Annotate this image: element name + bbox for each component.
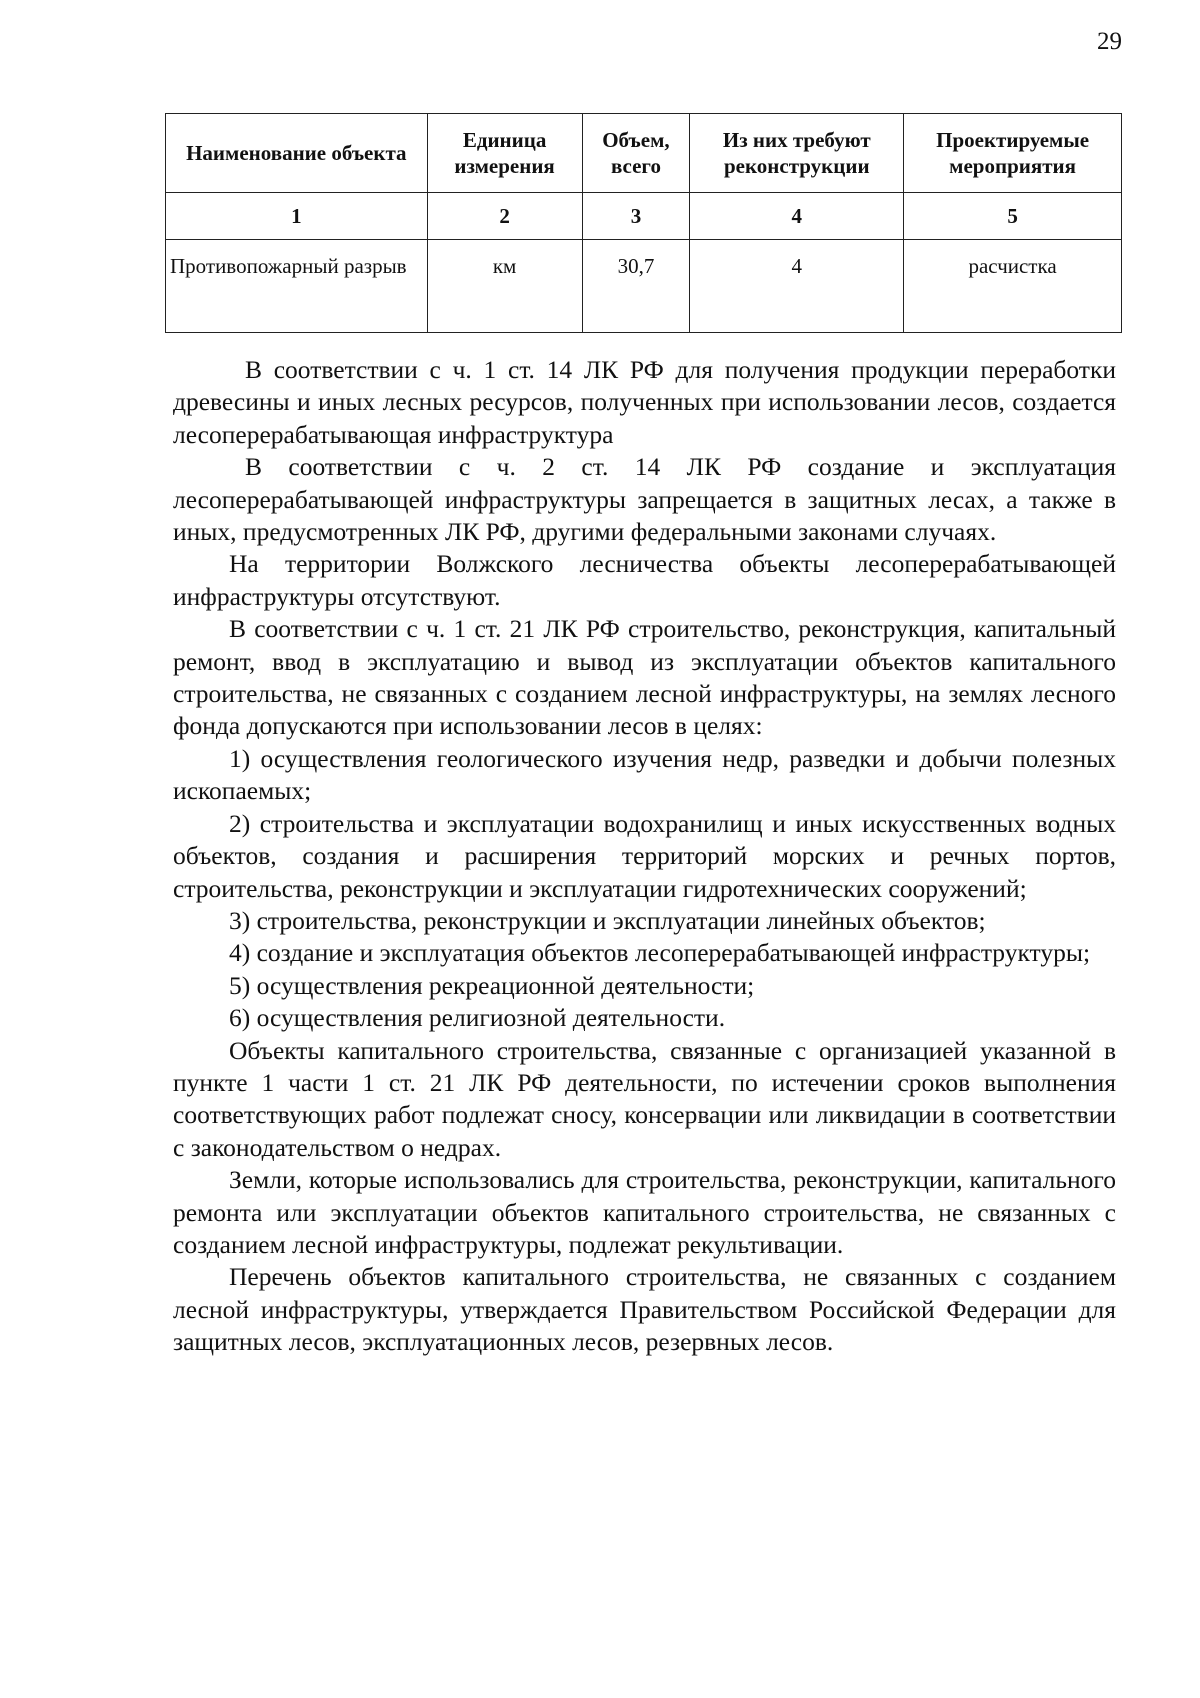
table-header-row bbox=[166, 114, 1122, 193]
cell-reconstruction: 4 bbox=[690, 240, 904, 333]
list-item: 5) осуществления рекреационной деятельности; bbox=[229, 970, 755, 1000]
table-column-numbers-row bbox=[166, 193, 1122, 240]
paragraph: На территории Волжского лесничества объекты лесоперерабатывающей инфраструктуры отсутствуют. bbox=[173, 549, 1116, 611]
header-unit: Единица измерения bbox=[427, 114, 582, 193]
list-item: 1) осуществления геологического изучения недр, разведки и добычи полезных ископаемых; bbox=[173, 743, 1116, 806]
cell-object-name: Противопожарный разрыв bbox=[166, 240, 428, 333]
column-number: 4 bbox=[690, 193, 904, 240]
header-reconstruction: Из них требуют реконструкции bbox=[690, 114, 904, 193]
page-number: 29 bbox=[1097, 28, 1122, 55]
paragraph: Объекты капитального строительства, связанные с организацией указанной в пункте 1 части 1 ст. 21 ЛК РФ деятельности, по истечении сроков выполнения соответствующих работ подлежат сносу, консервации или ликвидации в соответствии с законодательством о недрах. bbox=[173, 1035, 1116, 1162]
cell-volume: 30,7 bbox=[582, 240, 690, 333]
column-number: 2 bbox=[427, 193, 582, 240]
list-item: 4) создание и эксплуатация объектов лесоперерабатывающей инфраструктуры; bbox=[229, 938, 1091, 968]
header-volume: Объем, всего bbox=[582, 114, 690, 193]
header-planned-measures: Проектируемые мероприятия bbox=[904, 114, 1122, 193]
column-number: 1 bbox=[166, 193, 428, 240]
column-number: 3 bbox=[582, 193, 690, 240]
paragraph: В соответствии с ч. 1 ст. 21 ЛК РФ строительство, реконструкция, капитальный ремонт, ввод в эксплуатацию и вывод из эксплуатации объектов капитального строительства, не связанных с созданием лесной инфраструктуры, на землях лесного фонда допускаются при использовании лесов в целях: bbox=[173, 614, 1116, 741]
cell-unit: км bbox=[427, 240, 582, 333]
header-object-name: Наименование объекта bbox=[166, 114, 428, 193]
table-row bbox=[166, 240, 1122, 333]
paragraph: В соответствии с ч. 2 ст. 14 ЛК РФ создание и эксплуатация лесоперерабатывающей инфраструктуры запрещается в защитных лесах, а также в иных, предусмотренных ЛК РФ, другими федеральными законами случаях. bbox=[173, 452, 1116, 547]
paragraph: Перечень объектов капитального строительства, не связанных с созданием лесной инфраструктуры, утверждается Правительством Российской Федерации для защитных лесов, эксплуатационных лесов, резервных лесов. bbox=[173, 1262, 1116, 1357]
list-item: 3) строительства, реконструкции и эксплуатации линейных объектов; bbox=[229, 905, 986, 935]
document-body bbox=[173, 354, 1116, 1359]
infrastructure-table bbox=[165, 113, 1122, 333]
column-number: 5 bbox=[904, 193, 1122, 240]
cell-planned-measures: расчистка bbox=[904, 240, 1122, 333]
list-item: 6) осуществления религиозной деятельности. bbox=[229, 1003, 726, 1033]
paragraph: В соответствии с ч. 1 ст. 14 ЛК РФ для получения продукции переработки древесины и иных лесных ресурсов, полученных при использовании лесов, создается лесоперерабатывающая инфраструктура bbox=[173, 355, 1116, 449]
list-item: 2) строительства и эксплуатации водохранилищ и иных искусственных водных объектов, создания и расширения территорий морских и речных портов, строительства, реконструкции и эксплуатации гидротехнических сооружений; bbox=[173, 808, 1116, 903]
paragraph: Земли, которые использовались для строительства, реконструкции, капитального ремонта или эксплуатации объектов капитального строительства, не связанных с созданием лесной инфраструктуры, подлежат рекультивации. bbox=[173, 1165, 1116, 1259]
